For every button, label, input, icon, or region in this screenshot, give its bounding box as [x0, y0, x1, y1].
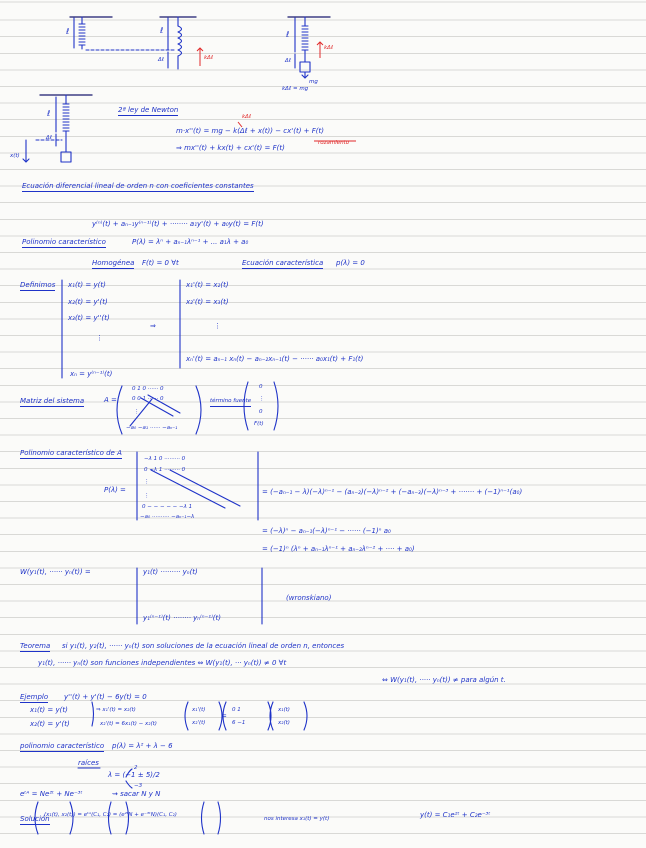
- poly-label: Polinomio característico: [22, 238, 106, 246]
- vector-dots: ⋮: [259, 396, 265, 402]
- det-row-5: 0 − − − − − −λ 1: [142, 504, 193, 510]
- ejemplo-vec-right-1: x₁(t): [278, 707, 290, 713]
- matrix-row-2: 0 0 1 ······ 0: [132, 396, 164, 402]
- matrix-label: Matriz del sistema: [20, 397, 85, 405]
- ejemplo-eq: y''(t) + y'(t) − 6y(t) = 0: [64, 693, 147, 701]
- definimos-label: Definimos: [20, 281, 56, 289]
- edo-general: y⁽ⁿ⁾(t) + aₙ₋₁y⁽ⁿ⁻¹⁾(t) + ········ a₁y'(t) + a₀y(t) = F(t): [92, 220, 264, 228]
- vector-1: 0: [259, 384, 263, 390]
- equilibrium-eq: kΔℓ = mg: [282, 86, 309, 92]
- solucion-expr: (x₁(t), x₂(t)) = eᵗᴬ(C₁, C₂) = (e²ᵗN + e⁻³ᵗN)(C₁, C₂): [44, 812, 177, 818]
- matrix-row-n: −a₀ −a₁ ······ −aₙ₋₁: [126, 425, 178, 431]
- ejemplo-exp: eᵗᴬ = Ne²ᵗ + Ne⁻³ᵗ: [20, 790, 83, 798]
- ex-matrix-parens: [223, 702, 271, 730]
- newton-eq1: m·x''(t) = mg − k(Δℓ + x(t)) − cx'(t) + F(t): [176, 127, 324, 135]
- sol-c-parens-2: [202, 802, 221, 834]
- matrix-a-label: A =: [104, 396, 117, 404]
- ejemplo-deriv-1: ⇒ x₁'(t) = x₂(t): [96, 707, 136, 713]
- ejemplo-matrix-2: 6 −1: [232, 720, 246, 726]
- det-row-3: ⋮: [144, 479, 150, 485]
- spring2-dl-label: Δℓ: [158, 57, 165, 63]
- spring-2: [86, 17, 203, 69]
- caract-label: Ecuación característica: [242, 259, 324, 267]
- spring3-mg-label: mg: [309, 79, 318, 85]
- vector-f: F(t): [254, 421, 264, 427]
- det-row-1: −λ 1 0 ········· 0: [144, 456, 186, 462]
- def-3: x₃(t) = y''(t): [68, 314, 110, 322]
- termino-fuente-label: término fuente: [210, 397, 251, 407]
- solucion-note: nos interesa x₁(t) = y(t): [264, 816, 330, 822]
- spring4-x-label: x(t): [10, 153, 20, 159]
- wronskian-label: W(y₁(t), ······ yₙ(t)) =: [20, 568, 91, 576]
- system-arrow: ⇒: [150, 322, 156, 330]
- matrix-paren-l: [117, 386, 122, 434]
- ejemplo-vec-right-2: x₂(t): [278, 720, 290, 726]
- def-dots: ⋮: [96, 334, 103, 342]
- matrix-row-dots: ⋮: [134, 409, 140, 415]
- def-1: x₁(t) = y(t): [68, 281, 106, 289]
- deriv-2: x₂'(t) = x₃(t): [186, 298, 229, 306]
- def-2: x₂(t) = y'(t): [68, 298, 108, 306]
- ejemplo-vec-left-1: x₁'(t): [192, 707, 206, 713]
- spring1-l-label: ℓ: [66, 27, 70, 36]
- poly-expr: P(λ) = λⁿ + aₙ₋₁λⁿ⁻¹ + ... a₁λ + a₀: [132, 238, 249, 246]
- ejemplo-vec-left-2: x₂'(t): [192, 720, 206, 726]
- vector-paren-r: [274, 382, 278, 430]
- spring4-dl-label: Δℓ: [46, 135, 53, 141]
- det-expansion: = (−aₙ₋₁ − λ)(−λ)ⁿ⁻¹ − (aₙ₋₂)(−λ)ⁿ⁻² + (−aₙ₋₃)(−λ)ⁿ⁻³ + ······· + (−1)ⁿ⁻¹(a₀): [262, 488, 523, 496]
- edo-title: Ecuación diferencial lineal de orden n con coeficientes constantes: [22, 182, 254, 190]
- spring3-l-label: ℓ: [286, 30, 290, 39]
- deriv-dots: ⋮: [214, 322, 221, 330]
- ejemplo-root-1: 2: [134, 765, 138, 771]
- spring-1: [74, 17, 85, 49]
- spring-3: [295, 17, 323, 78]
- solucion-label: Solución: [20, 815, 50, 823]
- deriv-1: x₁'(t) = x₂(t): [186, 281, 229, 289]
- def-n: xₙ = y⁽ⁿ⁻¹⁾(t): [70, 370, 113, 378]
- caract-eq: p(λ) = 0: [336, 259, 365, 267]
- matrix-row-1: 0 1 0 ······ 0: [132, 386, 164, 392]
- ejemplo-label: Ejemplo: [20, 693, 49, 701]
- det-line-3: = (−1)ⁿ (λⁿ + aₙ₋₁λⁿ⁻¹ + aₙ₋₂λⁿ⁻² + ···· + a₀): [262, 545, 415, 553]
- teorema-line-3: ⇔ W(y₁(t), ····· yₙ(t)) ≠ para algún t.: [382, 676, 506, 684]
- teorema-line-2: y₁(t), ······ yₙ(t) son funciones independientes ⇔ W(y₁(t), ··· yₙ(t)) ≠ 0 ∀t: [38, 659, 287, 667]
- ejemplo-exp-note: ⇝ sacar N y N: [112, 790, 161, 798]
- ejemplo-poly-label: polinomio característico: [20, 742, 105, 750]
- matrix-paren-r: [196, 386, 201, 434]
- newton-title: 2ª ley de Newton: [118, 106, 179, 114]
- spring2-kdl-label: kΔℓ: [204, 55, 214, 61]
- ex-brace: [92, 702, 94, 726]
- poly-a-p: P(λ) =: [104, 486, 126, 494]
- newton-eq2: ⇒ mx''(t) + kx(t) + cx'(t) = F(t): [176, 144, 285, 152]
- homogenea-label: Homogénea: [92, 259, 135, 267]
- ejemplo-equals: =: [221, 712, 227, 720]
- det-line-2: = (−λ)ⁿ − aₙ₋₁(−λ)ⁿ⁻¹ − ······ (−1)ⁿ a₀: [262, 527, 391, 535]
- solucion-final: y(t) = C₁e²ᵗ + C₂e⁻³ᵗ: [420, 811, 491, 819]
- homogenea-cond: F(t) = 0 ∀t: [142, 259, 179, 267]
- det-row-4: ⋮: [144, 493, 150, 499]
- spring3-dl-label: Δℓ: [285, 58, 292, 64]
- ejemplo-deriv-2: x₂'(t) = 6x₁(t) − x₂(t): [100, 721, 157, 727]
- spring4-l-label: ℓ: [47, 109, 51, 118]
- newton-kdl-note: kΔℓ: [242, 114, 252, 120]
- ejemplo-def-2: x₂(t) = y'(t): [30, 720, 70, 728]
- ejemplo-root-2: −3: [134, 783, 143, 789]
- wronskian-note: (wronskiano): [286, 594, 332, 602]
- ejemplo-matrix-1: 0 1: [232, 707, 241, 713]
- deriv-last: xₙ'(t) = aₙ₋₁ xₙ(t) − aₙ₋₂xₙ₋₁(t) − ······ a₀x₁(t) + F₁(t): [186, 355, 364, 363]
- newton-rozamiento: rozamiento: [318, 140, 350, 146]
- det-row-2: 0 −λ 1 ········· 0: [144, 467, 186, 473]
- teorema-label: Teorema: [20, 642, 51, 650]
- det-row-6: −a₀ ·········· −aₙ₋₁−λ: [140, 514, 195, 520]
- teorema-line-1: si y₁(t), y₂(t), ······ yₙ(t) son soluciones de la ecuación lineal de orden n, entonces: [62, 642, 345, 650]
- ejemplo-poly: p(λ) = λ² + λ − 6: [112, 742, 173, 750]
- ejemplo-roots: λ = (−1 ± 5)/2: [108, 771, 160, 779]
- spring2-l-label: ℓ: [160, 26, 164, 35]
- spring-4: [23, 95, 71, 162]
- ejemplo-raices: raíces: [78, 759, 99, 767]
- poly-a-label: Polinomio característico de A: [20, 449, 122, 457]
- spring3-kdl-label: kΔℓ: [324, 45, 334, 51]
- ejemplo-def-1: x₁(t) = y(t): [30, 706, 68, 714]
- vector-3: 0: [259, 409, 263, 415]
- wronskian-row-n: y₁⁽ⁿ⁻¹⁾(t) ········ yₙ⁽ⁿ⁻¹⁾(t): [143, 614, 222, 622]
- wronskian-row-1: y₁(t) ········· yₙ(t): [143, 568, 198, 576]
